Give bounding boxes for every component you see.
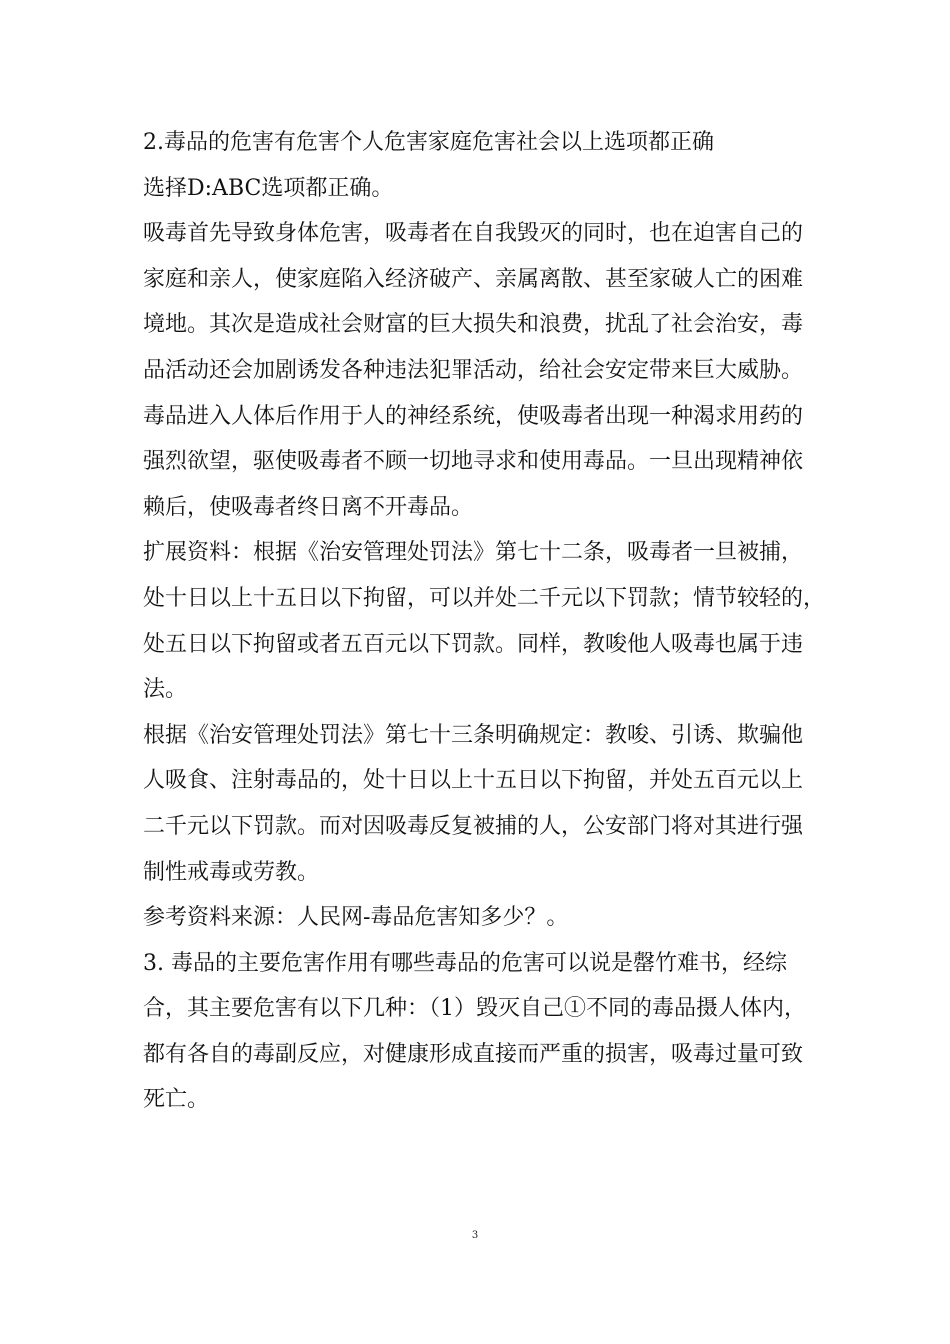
document-body xyxy=(143,120,826,1123)
text-line: 品活动还会加剧诱发各种违法犯罪活动，给社会安定带来巨大威胁。 xyxy=(143,357,804,383)
text-line: 毒品进入人体后作用于人的神经系统，使吸毒者出现一种渴求用药的 xyxy=(143,403,804,429)
text-line: 选择D:ABC选项都正确。 xyxy=(143,175,394,201)
text-line: 境地。其次是造成社会财富的巨大损失和浪费，扰乱了社会治安，毒 xyxy=(143,312,804,338)
heading-question-2 xyxy=(143,120,823,166)
text-line: 赖后，使吸毒者终日离不开毒品。 xyxy=(143,494,474,520)
text-line: 强烈欲望，驱使吸毒者不顾一切地寻求和使用毒品。一旦出现精神依 xyxy=(143,449,804,475)
text-line: 扩展资料：根据《治安管理处罚法》第七十二条，吸毒者一旦被捕， xyxy=(143,540,804,566)
text-line: 参考资料来源：人民网-毒品危害知多少？。 xyxy=(143,905,569,931)
text-line: 法。 xyxy=(143,677,188,703)
text-line: 二千元以下罚款。而对因吸毒反复被捕的人，公安部门将对其进行强 xyxy=(143,813,804,839)
text-line: 家庭和亲人，使家庭陷入经济破产、亲属离散、甚至家破人亡的困难 xyxy=(143,266,804,292)
paragraph-law-article-73 xyxy=(143,713,823,895)
text-line: 都有各自的毒副反应，对健康形成直接而严重的损害，吸毒过量可致 xyxy=(143,1041,804,1067)
paragraph-question-3 xyxy=(143,941,823,1123)
text-line: 2.毒品的危害有危害个人危害家庭危害社会以上选项都正确 xyxy=(143,130,714,155)
text-line: 处五日以下拘留或者五百元以下罚款。同样，教唆他人吸毒也属于违 xyxy=(143,631,804,657)
text-line: 吸毒首先导致身体危害，吸毒者在自我毁灭的同时，也在迫害自己的 xyxy=(143,221,804,247)
text-line: 人吸食、注射毒品的，处十日以上十五日以下拘留，并处五百元以上 xyxy=(143,768,804,794)
page-number: 3 xyxy=(471,1230,479,1241)
text-line: 根据《治安管理处罚法》第七十三条明确规定：教唆、引诱、欺骗他 xyxy=(143,722,804,748)
paragraph-addiction xyxy=(143,394,823,531)
text-line: 合，其主要危害有以下几种：（1）毁灭自己①不同的毒品摄人体内， xyxy=(143,996,806,1022)
text-line: 3. 毒品的主要危害作用有哪些毒品的危害可以说是罄竹难书，经综 xyxy=(143,950,787,976)
text-line: 制性戒毒或劳教。 xyxy=(143,859,320,885)
text-line: 死亡。 xyxy=(143,1087,210,1113)
paragraph-extended-info xyxy=(143,530,826,712)
text-line: 处十日以上十五日以下拘留，可以并处二千元以下罚款；情节较轻的， xyxy=(143,585,826,611)
paragraph-reference-source xyxy=(143,895,823,941)
paragraph-harm-explanation xyxy=(143,211,823,393)
paragraph-answer xyxy=(143,166,823,212)
